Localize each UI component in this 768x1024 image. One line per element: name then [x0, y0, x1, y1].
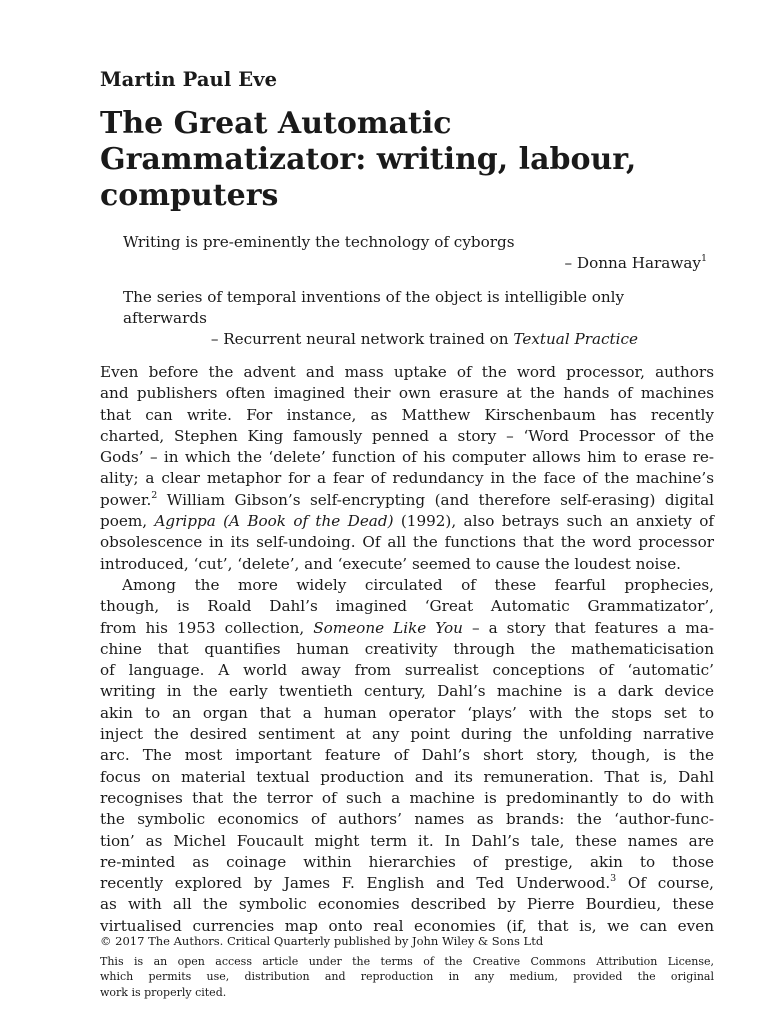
footnote-ref: 1 — [700, 252, 707, 264]
text-run: – a story that features a ma- — [462, 618, 714, 637]
text-run: (1992), also betrays such an anxiety of — [393, 512, 714, 531]
footer-notice — [100, 934, 714, 1000]
title-line: computers — [100, 178, 279, 213]
epigraph-text-line: afterwards — [123, 309, 207, 327]
text-run: recently explored by James F. English and Ted Underwood. — [100, 874, 611, 893]
epigraph-attribution — [123, 329, 714, 350]
work-title: Agrippa (A Book of the Dead) — [154, 512, 394, 531]
license-line: work is properly cited. — [100, 985, 227, 999]
footnote-ref: 3 — [610, 873, 617, 885]
body-line — [100, 873, 714, 894]
body-line: ality; a clear metaphor for a fear of redundancy in the face of the machine’s — [100, 469, 714, 488]
text-run: power. — [100, 490, 152, 509]
epigraph-rnn — [123, 287, 714, 350]
body-line: akin to an organ that a human operator ‘plays’ with the stops set to — [100, 703, 714, 722]
title-line: Grammatizator: writing, labour, — [100, 142, 637, 177]
body-line: recognises that the terror of such a machine is predominantly to do with — [100, 788, 714, 807]
body-line: obsolescence in its self-undoing. Of all the functions that the word processor — [100, 533, 714, 552]
body-line — [100, 490, 714, 511]
article-title — [100, 106, 714, 214]
body-line: of language. A world away from surrealist conceptions of ‘automatic’ — [100, 661, 714, 680]
body-line: introduced, ‘cut’, ‘delete’, and ‘execute’ seemed to cause the loudest noise. — [100, 554, 682, 573]
body-line: arc. The most important feature of Dahl’s short story, though, is the — [100, 746, 714, 765]
body-text — [100, 362, 714, 937]
author-name: Martin Paul Eve — [100, 68, 278, 91]
body-line: the symbolic economics of authors’ names as brands: the ‘author-func- — [100, 810, 714, 829]
body-line: focus on material textual production and its remuneration. That is, Dahl — [100, 767, 714, 786]
text-run: poem, — [100, 512, 155, 531]
text-run: William Gibson’s self-encrypting (and therefore self-erasing) digital — [157, 490, 714, 509]
copyright-line: © 2017 The Authors. Critical Quarterly published by John Wiley & Sons Ltd — [100, 934, 544, 948]
body-line — [100, 511, 714, 532]
license-line: This is an open access article under the terms of the Creative Commons Attribution License, — [100, 954, 714, 968]
body-line — [100, 618, 714, 639]
attribution-text: – Recurrent neural network trained on — [210, 330, 514, 348]
body-line: Among the more widely circulated of these fearful prophecies, — [122, 575, 714, 594]
body-line: virtualised currencies map onto real economies (if, that is, we can even — [100, 916, 714, 935]
epigraph-text-line: The series of temporal inventions of the object is intelligible only — [123, 288, 625, 306]
body-line: re-minted as coinage within hierarchies of prestige, akin to those — [100, 852, 714, 871]
attribution-text: – Donna Haraway — [564, 254, 701, 272]
body-line: inject the desired sentiment at any point during the unfolding narrative — [100, 725, 714, 744]
body-line: that can write. For instance, as Matthew Kirschenbaum has recently — [100, 405, 714, 424]
body-line: chine that quantifies human creativity through the mathematicisation — [100, 639, 714, 658]
body-line: as with all the symbolic economies described by Pierre Bourdieu, these — [100, 895, 714, 914]
work-title: Someone Like You — [313, 618, 463, 637]
body-line: Even before the advent and mass uptake of the word processor, authors — [100, 363, 714, 381]
epigraph-haraway — [123, 232, 714, 274]
text-run: Of course, — [616, 874, 715, 893]
body-line: though, is Roald Dahl’s imagined ‘Great Automatic Grammatizator’, — [100, 597, 714, 616]
text-run: from his 1953 collection, — [100, 618, 314, 637]
body-line: writing in the early twentieth century, Dahl’s machine is a dark device — [100, 682, 714, 701]
license-line: which permits use, distribution and reproduction in any medium, provided the original — [100, 970, 714, 983]
epigraph-attribution — [123, 253, 714, 274]
epigraph-text: Writing is pre-eminently the technology of cyborgs — [123, 233, 515, 251]
body-line: and publishers often imagined their own erasure at the hands of machines — [100, 384, 714, 403]
body-line: charted, Stephen King famously penned a story – ‘Word Processor of the — [100, 426, 714, 445]
journal-title: Textual Practice — [513, 330, 638, 348]
body-line: Gods’ – in which the ‘delete’ function of his computer allows him to erase re- — [100, 448, 714, 467]
footnote-ref: 2 — [151, 489, 158, 501]
title-line: The Great Automatic — [100, 106, 452, 141]
body-line: tion’ as Michel Foucault might term it. In Dahl’s tale, these names are — [100, 831, 714, 850]
